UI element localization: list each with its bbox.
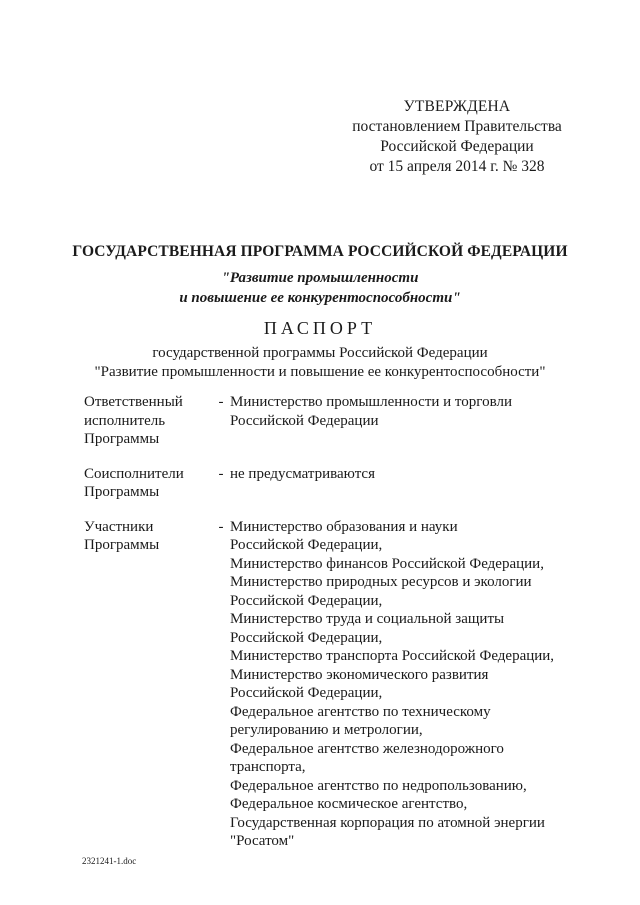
row-label [84, 465, 212, 502]
row-value-line: Министерство промышленности и торговли [230, 394, 512, 410]
row-value-line: не предусматриваются [230, 465, 375, 482]
passport-subtitle-line: государственной программы Российской Федерации [152, 345, 488, 361]
row-label-line: Участники [84, 518, 154, 535]
row-value-line: Министерство природных ресурсов и экологии [230, 574, 532, 590]
program-title: ГОСУДАРСТВЕННАЯ ПРОГРАММА РОССИЙСКОЙ ФЕДЕРАЦИИ [72, 243, 568, 260]
passport-table [84, 393, 584, 851]
row-value-line: Российской Федерации, [230, 629, 383, 646]
row-value-line: Министерство транспорта Российской Федерации, [230, 648, 555, 664]
row-dash: - [218, 394, 224, 410]
row-label [84, 393, 212, 449]
row-value-line: Российской Федерации, [230, 537, 383, 553]
passport-row-participants [84, 518, 584, 851]
program-name [0, 268, 640, 308]
row-value [230, 393, 584, 430]
row-value-line: Федеральное агентство по техническому [230, 703, 491, 720]
passport-subtitle [0, 344, 640, 382]
row-value [230, 518, 584, 851]
row-value [230, 465, 584, 484]
row-label [84, 518, 212, 555]
row-value-line: Министерство финансов Российской Федерации, [230, 555, 544, 572]
row-value-line: Российской Федерации [230, 412, 379, 429]
row-value-line: Российской Федерации, [230, 685, 383, 701]
row-value-line: Министерство экономического развития [230, 666, 489, 683]
passport-row-co-executors [84, 465, 584, 502]
row-value-line: Министерство образования и науки [230, 518, 458, 535]
passport-row-responsible [84, 393, 584, 449]
row-label-line: Соисполнители [84, 465, 184, 482]
row-value-line: Федеральное агентство по недропользованию, [230, 777, 527, 794]
row-value-line: Федеральное космическое агентство, [230, 796, 468, 812]
row-value-line: Федеральное агентство железнодорожного [230, 740, 504, 757]
row-label-line: Программы [84, 537, 160, 553]
program-name-line: и повышение ее конкурентоспособности" [179, 290, 461, 306]
row-dash: - [218, 465, 224, 482]
approval-block [352, 97, 562, 177]
row-value-line: Министерство труда и социальной защиты [230, 611, 505, 627]
program-name-line: "Развитие промышленности [221, 270, 419, 286]
row-value-line: Государственная корпорация по атомной энергии [230, 814, 545, 831]
row-label-line: Программы [84, 484, 160, 500]
document-id: 2321241-1.doc [82, 856, 137, 866]
approval-line-3: от 15 апреля 2014 г. № 328 [369, 158, 545, 175]
passport-subtitle-line: "Развитие промышленности и повышение ее конкурентоспособности" [94, 364, 546, 380]
row-value-line: транспорта, [230, 759, 306, 775]
row-label-line: Ответственный [84, 394, 183, 410]
row-value-line: регулированию и метрологии, [230, 722, 423, 738]
row-value-line: "Росатом" [230, 833, 295, 849]
approval-line-1: постановлением Правительства [352, 118, 562, 135]
row-value-line: Российской Федерации, [230, 592, 383, 609]
row-dash: - [218, 518, 224, 535]
approval-line-2: Российской Федерации [380, 138, 534, 155]
passport-heading: ПАСПОРТ [263, 318, 377, 338]
row-label-line: исполнитель [84, 412, 166, 429]
row-label-line: Программы [84, 431, 160, 447]
approval-title: УТВЕРЖДЕНА [403, 98, 511, 115]
